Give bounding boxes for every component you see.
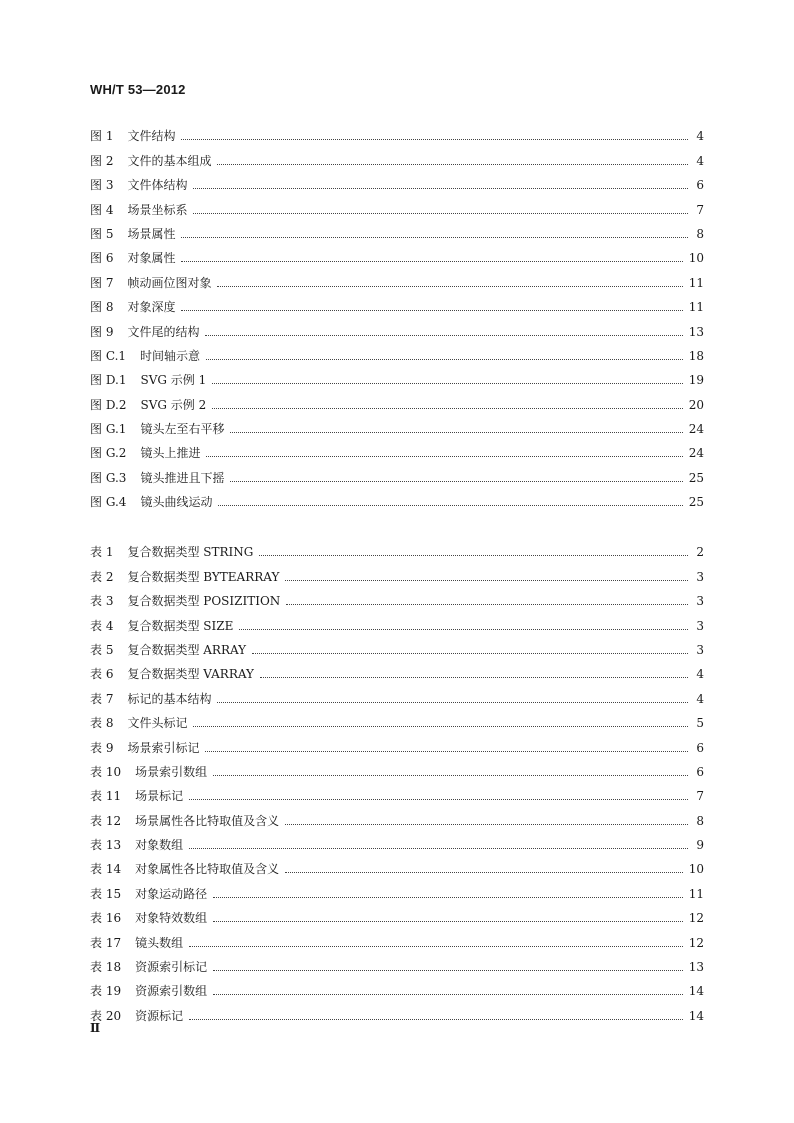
table-entry-page: 4 bbox=[696, 691, 704, 706]
dot-leader bbox=[205, 751, 688, 752]
figure-entry-label: 图 1 bbox=[90, 129, 114, 144]
dot-leader bbox=[193, 188, 688, 189]
dot-leader bbox=[193, 726, 688, 727]
dot-leader bbox=[217, 702, 688, 703]
dot-leader bbox=[213, 921, 683, 922]
page-number: Ⅱ bbox=[90, 1021, 101, 1035]
figure-entry-title: 场景属性 bbox=[127, 226, 176, 241]
table-entry[interactable] bbox=[90, 584, 704, 608]
figure-list bbox=[90, 119, 704, 509]
figure-entry-label: 图 4 bbox=[90, 202, 114, 217]
table-entry-title: 标记的基本结构 bbox=[127, 691, 212, 706]
figure-entry[interactable] bbox=[90, 314, 704, 338]
dot-leader bbox=[239, 629, 688, 630]
table-entry-label: 表 11 bbox=[90, 789, 122, 804]
table-entry-label: 表 2 bbox=[90, 569, 114, 584]
figure-entry[interactable] bbox=[90, 339, 704, 363]
figure-entry[interactable] bbox=[90, 436, 704, 460]
table-entry-label: 表 1 bbox=[90, 545, 114, 560]
table-entry-label: 表 16 bbox=[90, 911, 122, 926]
document-code: WH/T 53—2012 bbox=[90, 82, 186, 97]
table-entry-label: 表 3 bbox=[90, 594, 114, 609]
table-entry-page: 12 bbox=[688, 935, 704, 950]
table-entry[interactable] bbox=[90, 559, 704, 583]
table-entry-label: 表 14 bbox=[90, 862, 122, 877]
table-entry-page: 3 bbox=[696, 594, 704, 609]
table-entry[interactable] bbox=[90, 633, 704, 657]
table-entry-page: 5 bbox=[696, 716, 704, 731]
figure-entry-page: 11 bbox=[688, 275, 704, 290]
figure-entry-page: 7 bbox=[696, 202, 704, 217]
figure-entry-page: 25 bbox=[688, 495, 704, 510]
dot-leader bbox=[189, 1019, 683, 1020]
figure-entry-page: 10 bbox=[688, 251, 704, 266]
figure-entry-title: 文件结构 bbox=[127, 129, 176, 144]
table-entry-page: 6 bbox=[696, 740, 704, 755]
dot-leader bbox=[285, 580, 688, 581]
figure-entry-title: 文件尾的结构 bbox=[127, 324, 200, 339]
table-entry-label: 表 6 bbox=[90, 667, 114, 682]
dot-leader bbox=[213, 775, 688, 776]
table-entry[interactable] bbox=[90, 608, 704, 632]
table-entry-title: 复合数据类型 BYTEARRAY bbox=[127, 569, 280, 584]
dot-leader bbox=[217, 164, 688, 165]
figure-entry-page: 4 bbox=[696, 153, 704, 168]
figure-entry-label: 图 G.4 bbox=[90, 495, 127, 510]
table-entry-page: 11 bbox=[688, 886, 704, 901]
figure-entry-title: 镜头上推进 bbox=[140, 446, 201, 461]
dot-leader bbox=[212, 408, 683, 409]
table-entry-label: 表 18 bbox=[90, 960, 122, 975]
table-entry-title: 场景索引标记 bbox=[127, 740, 200, 755]
table-entry-page: 14 bbox=[688, 984, 704, 999]
table-entry-label: 表 7 bbox=[90, 691, 114, 706]
figure-entry[interactable] bbox=[90, 363, 704, 387]
figure-entry-label: 图 G.2 bbox=[90, 446, 127, 461]
dot-leader bbox=[189, 848, 688, 849]
dot-leader bbox=[230, 481, 682, 482]
figure-entry[interactable] bbox=[90, 485, 704, 509]
figure-entry-label: 图 7 bbox=[90, 275, 114, 290]
table-entry-label: 表 4 bbox=[90, 618, 114, 633]
figure-entry-title: 文件的基本组成 bbox=[127, 153, 212, 168]
table-entry-title: 对象特效数组 bbox=[135, 911, 208, 926]
table-entry-page: 3 bbox=[696, 618, 704, 633]
table-entry-title: 对象运动路径 bbox=[135, 886, 208, 901]
table-entry[interactable] bbox=[90, 657, 704, 681]
figure-entry-title: SVG 示例 2 bbox=[140, 397, 207, 412]
table-entry[interactable] bbox=[90, 998, 704, 1022]
table-entry-title: 复合数据类型 ARRAY bbox=[127, 642, 247, 657]
dot-leader bbox=[189, 946, 683, 947]
figure-entry-label: 图 D.1 bbox=[90, 373, 127, 388]
table-entry-page: 9 bbox=[696, 838, 704, 853]
table-entry[interactable] bbox=[90, 706, 704, 730]
figure-entry-page: 11 bbox=[688, 300, 704, 315]
figure-entry-title: 对象属性 bbox=[127, 251, 176, 266]
figure-entry-page: 24 bbox=[688, 446, 704, 461]
table-entry-title: 场景索引数组 bbox=[135, 764, 208, 779]
figure-entry[interactable] bbox=[90, 119, 704, 143]
figure-entry-label: 图 9 bbox=[90, 324, 114, 339]
dot-leader bbox=[205, 335, 682, 336]
table-entry-page: 4 bbox=[696, 667, 704, 682]
figure-entry-label: 图 G.1 bbox=[90, 422, 127, 437]
table-list bbox=[90, 535, 704, 1023]
figure-entry-page: 24 bbox=[688, 422, 704, 437]
table-entry-page: 10 bbox=[688, 862, 704, 877]
table-entry-title: 场景标记 bbox=[135, 789, 184, 804]
figure-entry-label: 图 2 bbox=[90, 153, 114, 168]
table-entry-page: 2 bbox=[696, 545, 704, 560]
table-entry-label: 表 12 bbox=[90, 813, 122, 828]
table-entry[interactable] bbox=[90, 876, 704, 900]
table-entry-label: 表 17 bbox=[90, 935, 122, 950]
table-entry[interactable] bbox=[90, 828, 704, 852]
table-entry[interactable] bbox=[90, 925, 704, 949]
table-entry-page: 6 bbox=[696, 764, 704, 779]
figure-entry[interactable] bbox=[90, 387, 704, 411]
dot-leader bbox=[189, 799, 688, 800]
dot-leader bbox=[181, 237, 688, 238]
figure-entry[interactable] bbox=[90, 241, 704, 265]
table-entry-title: 资源索引标记 bbox=[135, 960, 208, 975]
figure-entry-label: 图 8 bbox=[90, 300, 114, 315]
figure-entry-label: 图 C.1 bbox=[90, 348, 127, 363]
figure-entry-page: 19 bbox=[688, 373, 704, 388]
figure-entry-title: SVG 示例 1 bbox=[140, 373, 207, 388]
table-entry-page: 12 bbox=[688, 911, 704, 926]
dot-leader bbox=[212, 383, 683, 384]
figure-entry-page: 8 bbox=[696, 226, 704, 241]
table-entry-title: 复合数据类型 SIZE bbox=[127, 618, 234, 633]
table-entry-page: 3 bbox=[696, 569, 704, 584]
figure-entry[interactable] bbox=[90, 290, 704, 314]
table-entry-label: 表 9 bbox=[90, 740, 114, 755]
figure-entry[interactable] bbox=[90, 412, 704, 436]
figure-entry-title: 场景坐标系 bbox=[127, 202, 188, 217]
dot-leader bbox=[230, 432, 682, 433]
figure-entry-title: 镜头曲线运动 bbox=[140, 495, 213, 510]
figure-entry-page: 13 bbox=[688, 324, 704, 339]
table-entry-page: 7 bbox=[696, 789, 704, 804]
dot-leader bbox=[285, 824, 688, 825]
figure-entry[interactable] bbox=[90, 168, 704, 192]
table-entry-page: 8 bbox=[696, 813, 704, 828]
dot-leader bbox=[213, 897, 683, 898]
dot-leader bbox=[286, 604, 688, 605]
table-entry[interactable] bbox=[90, 681, 704, 705]
table-entry[interactable] bbox=[90, 535, 704, 559]
table-entry[interactable] bbox=[90, 779, 704, 803]
figure-entry[interactable] bbox=[90, 265, 704, 289]
figure-entry[interactable] bbox=[90, 217, 704, 241]
table-entry[interactable] bbox=[90, 852, 704, 876]
dot-leader bbox=[193, 213, 688, 214]
figure-entry[interactable] bbox=[90, 460, 704, 484]
dot-leader bbox=[217, 286, 682, 287]
figure-entry-label: 图 6 bbox=[90, 251, 114, 266]
figure-entry-page: 20 bbox=[688, 397, 704, 412]
table-entry-page: 14 bbox=[688, 1008, 704, 1023]
table-entry-title: 镜头数组 bbox=[135, 935, 184, 950]
table-entry-title: 复合数据类型 STRING bbox=[127, 545, 254, 560]
table-entry-title: 对象数组 bbox=[135, 838, 184, 853]
table-entry-label: 表 20 bbox=[90, 1008, 122, 1023]
figure-entry-page: 25 bbox=[688, 470, 704, 485]
figure-entry-label: 图 G.3 bbox=[90, 470, 127, 485]
figure-entry-page: 6 bbox=[696, 178, 704, 193]
figure-entry-label: 图 5 bbox=[90, 226, 114, 241]
figure-entry-title: 时间轴示意 bbox=[140, 348, 201, 363]
figure-entry[interactable] bbox=[90, 143, 704, 167]
table-entry[interactable] bbox=[90, 803, 704, 827]
table-entry-label: 表 19 bbox=[90, 984, 122, 999]
table-entry[interactable] bbox=[90, 730, 704, 754]
table-entry[interactable] bbox=[90, 974, 704, 998]
table-entry-label: 表 15 bbox=[90, 886, 122, 901]
figure-entry[interactable] bbox=[90, 192, 704, 216]
figure-entry-title: 镜头推进且下摇 bbox=[140, 470, 225, 485]
dot-leader bbox=[285, 872, 683, 873]
dot-leader bbox=[213, 994, 683, 995]
table-entry-title: 资源索引数组 bbox=[135, 984, 208, 999]
dot-leader bbox=[213, 970, 683, 971]
table-entry-title: 资源标记 bbox=[135, 1008, 184, 1023]
dot-leader bbox=[181, 310, 682, 311]
figure-entry-label: 图 3 bbox=[90, 178, 114, 193]
table-entry-title: 复合数据类型 POSIZITION bbox=[127, 594, 281, 609]
table-entry-title: 对象属性各比特取值及含义 bbox=[135, 862, 280, 877]
table-entry-label: 表 13 bbox=[90, 838, 122, 853]
table-entry-title: 复合数据类型 VARRAY bbox=[127, 667, 254, 682]
dot-leader bbox=[252, 653, 688, 654]
dot-leader bbox=[181, 261, 682, 262]
figure-entry-title: 对象深度 bbox=[127, 300, 176, 315]
table-entry-title: 文件头标记 bbox=[127, 716, 188, 731]
dot-leader bbox=[259, 555, 688, 556]
dot-leader bbox=[181, 139, 688, 140]
figure-entry-title: 文件体结构 bbox=[127, 178, 188, 193]
table-entry[interactable] bbox=[90, 950, 704, 974]
dot-leader bbox=[260, 677, 688, 678]
figure-entry-label: 图 D.2 bbox=[90, 397, 127, 412]
table-entry-label: 表 8 bbox=[90, 716, 114, 731]
table-entry-page: 3 bbox=[696, 642, 704, 657]
table-entry-title: 场景属性各比特取值及含义 bbox=[135, 813, 280, 828]
table-entry[interactable] bbox=[90, 755, 704, 779]
table-entry-label: 表 5 bbox=[90, 642, 114, 657]
table-entry[interactable] bbox=[90, 901, 704, 925]
figure-entry-page: 4 bbox=[696, 129, 704, 144]
dot-leader bbox=[206, 456, 682, 457]
figure-entry-title: 帧动画位图对象 bbox=[127, 275, 212, 290]
table-entry-page: 13 bbox=[688, 960, 704, 975]
dot-leader bbox=[206, 359, 683, 360]
table-entry-label: 表 10 bbox=[90, 764, 122, 779]
figure-entry-title: 镜头左至右平移 bbox=[140, 422, 225, 437]
figure-entry-page: 18 bbox=[688, 348, 704, 363]
dot-leader bbox=[218, 505, 682, 506]
